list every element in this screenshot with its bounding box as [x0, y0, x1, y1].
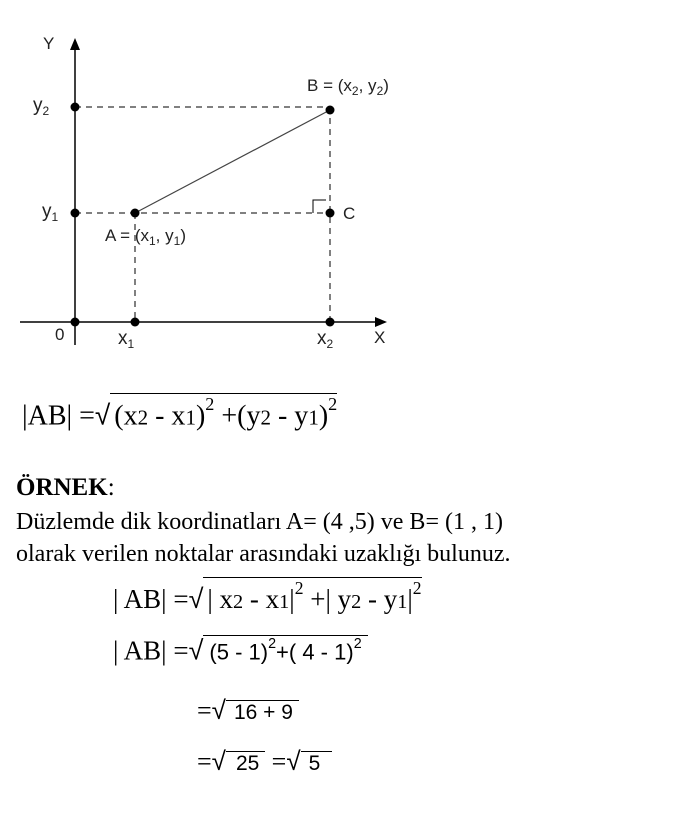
- solution-step-1: | AB| =√ | $x2 - x1|^2$ +| $y2 - y1|^2$: [113, 578, 422, 615]
- x-axis-arrow-icon: [375, 317, 387, 327]
- point-c-label: C: [343, 204, 356, 223]
- y-axis-label: Y: [43, 34, 55, 53]
- distance-formula: |AB| =√ (x2 - x1)$^2$ +(y2 - y1)$^2$: [22, 394, 338, 432]
- solution-step-4: =√ 25 =√ 5: [197, 746, 332, 777]
- solution-step-3: =√ 16 + 9: [197, 695, 299, 726]
- sqrt-icon: √: [211, 695, 226, 725]
- x1-label: $x_1$: [118, 328, 135, 351]
- solution-step-2: | AB| =√ (5 - 1)$^2$+( 4 - 1)$^2$: [113, 635, 368, 666]
- sqrt-icon: √: [286, 746, 301, 776]
- origin-label: 0: [55, 325, 65, 344]
- y1-point: [71, 209, 80, 218]
- example-heading: ÖRNEK:: [16, 474, 115, 501]
- x2-point: [326, 318, 335, 327]
- y1-label: $y_1$: [42, 201, 59, 224]
- origin-point: [71, 318, 80, 327]
- sqrt-icon: √: [188, 635, 204, 666]
- example-line-2: olarak verilen noktalar arasındaki uzaklığı bulunuz.: [16, 541, 511, 567]
- x1-point: [131, 318, 140, 327]
- point-a: [131, 209, 140, 218]
- segment-ab: [135, 110, 330, 213]
- formula-lhs: |AB|: [22, 400, 73, 432]
- point-b: [326, 106, 335, 115]
- right-angle-mark: [313, 200, 326, 213]
- point-c: [326, 209, 335, 218]
- point-a-label: $A = (x_1$, $y_1$): [105, 226, 186, 248]
- sqrt-icon: √: [188, 584, 204, 615]
- y-axis-arrow-icon: [70, 38, 80, 50]
- sqrt-icon: √: [211, 746, 226, 776]
- x2-label: $x_2$: [317, 328, 334, 351]
- y2-label: $y_2$: [33, 95, 50, 118]
- x-axis-label: X: [374, 328, 386, 347]
- y2-point: [71, 103, 80, 112]
- coordinate-diagram: [0, 0, 685, 400]
- point-b-label: $B = (x_2$, $y_2$): [307, 76, 389, 98]
- formula-radicand: (x2 - x1)$^2$ +(y2 - y1)$^2$: [110, 393, 337, 433]
- sqrt-icon: √: [94, 399, 111, 431]
- example-line-1: Düzlemde dik koordinatları A= (4 ,5) ve B= (1 , 1): [16, 509, 503, 535]
